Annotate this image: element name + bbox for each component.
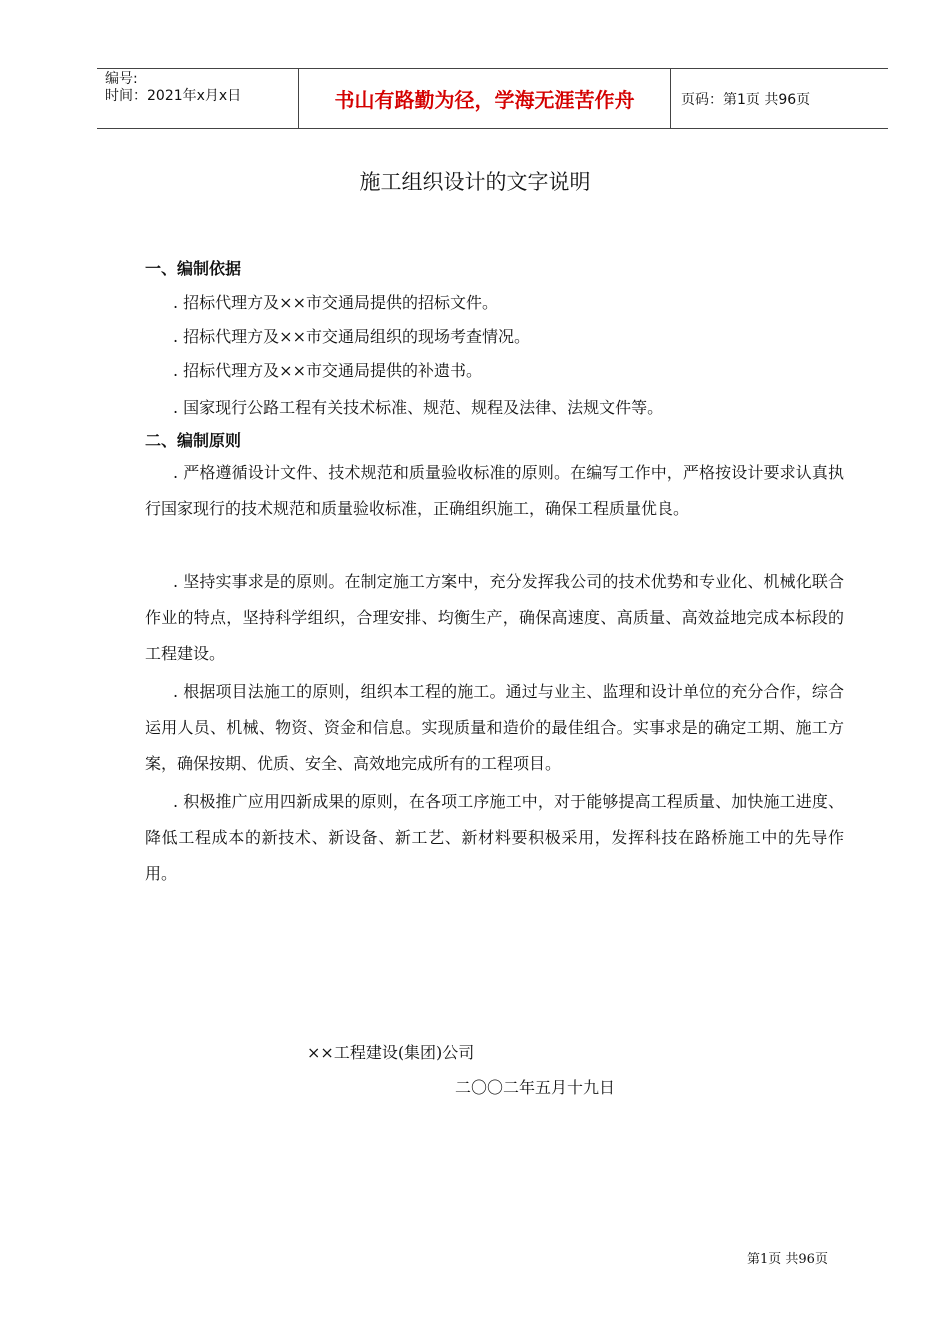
basis-item: . 国家现行公路工程有关技术标准、规范、规程及法律、法规文件等。 — [173, 398, 664, 417]
document-title: 施工组织设计的文字说明 — [359, 170, 591, 194]
header-page-info: 页码：第1页 共96页 — [681, 91, 811, 108]
principle-paragraph: . 坚持实事求是的原则。在制定施工方案中，充分发挥我公司的技术优势和专业化、机械化联合作业的特点，坚持科学组织，合理安排、均衡生产，确保高速度、高质量、高效益地完成本标段的工程建设。 — [145, 572, 844, 663]
page-header — [97, 68, 888, 129]
basis-item: . 招标代理方及××市交通局提供的补遗书。 — [173, 361, 482, 380]
document-number-label: 编号: — [105, 71, 138, 87]
principle-paragraph: . 积极推广应用四新成果的原则，在各项工序施工中，对于能够提高工程质量、加快施工进度、降低工程成本的新技术、新设备、新工艺、新材料要积极采用，发挥科技在路桥施工中的先导作用。 — [145, 792, 844, 883]
section-heading-basis: 一、编制依据 — [145, 259, 242, 278]
principle-paragraph: . 根据项目法施工的原则，组织本工程的施工。通过与业主、监理和设计单位的充分合作，综合运用人员、机械、物资、资金和信息。实现质量和造价的最佳组合。实事求是的确定工期、施工方案，确保按期、优质、安全、高效地完成所有的工程项目。 — [145, 682, 844, 773]
header-meta — [97, 69, 299, 128]
signature-date: 二〇〇二年五月十九日 — [455, 1078, 616, 1097]
document-time-label: 时间：2021年x月x日 — [105, 88, 242, 104]
header-motto: 书山有路勤为径，学海无涯苦作舟 — [299, 69, 671, 128]
basis-item: . 招标代理方及××市交通局提供的招标文件。 — [173, 293, 498, 312]
page-footer: 第1页 共96页 — [747, 1252, 828, 1267]
signature-company: ××工程建设(集团)公司 — [307, 1043, 475, 1062]
basis-item: . 招标代理方及××市交通局组织的现场考查情况。 — [173, 327, 530, 346]
principle-paragraph: . 严格遵循设计文件、技术规范和质量验收标准的原则。在编写工作中，严格按设计要求认真执行国家现行的技术规范和质量验收标准，正确组织施工，确保工程质量优良。 — [145, 463, 844, 518]
section-heading-principles: 二、编制原则 — [145, 431, 242, 450]
